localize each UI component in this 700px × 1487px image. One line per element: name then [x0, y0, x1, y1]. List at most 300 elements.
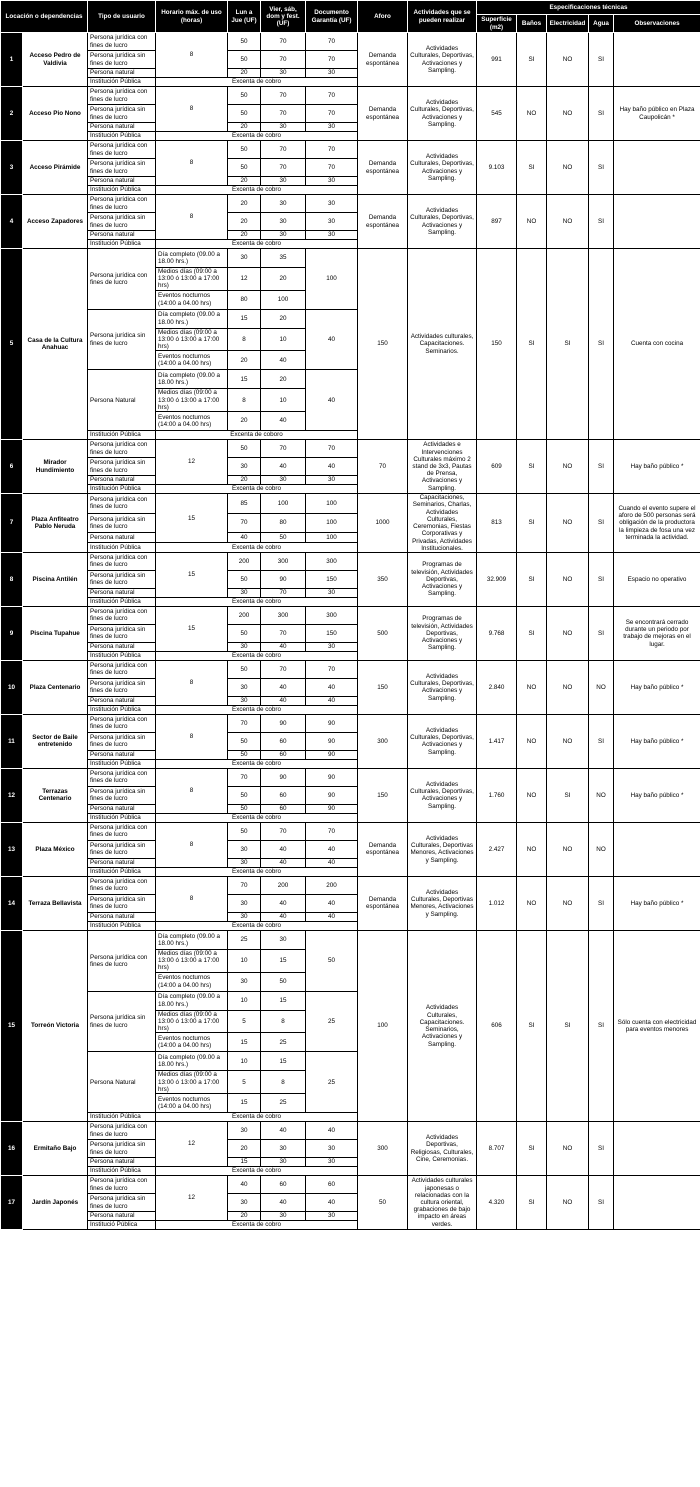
user-type: Persona jurídica sin fines de lucro [88, 105, 156, 123]
public-institution-label: Institución Pública [88, 705, 156, 714]
electricity: SI [547, 930, 589, 1121]
table-row [1, 660, 700, 678]
location-name: Plaza México [23, 822, 88, 876]
rate-fri-sun: 25 [261, 1033, 306, 1052]
capacity: Demanda espontánea [358, 195, 408, 249]
user-type: Persona jurídica sin fines de lucro [88, 458, 156, 476]
public-institution-label: Institución Pública [88, 240, 156, 249]
capacity: 300 [358, 1122, 408, 1176]
period-label: Medios días (09:00 a 13:00 ó 13:00 a 17:00 hrs) [156, 949, 228, 972]
public-institution-rate: Excenta de cobro [156, 921, 358, 930]
notes: Cuando el evento supere el aforo de 500 personas será obligación de la productora la limpieza de fosa una vez terminada la actividad. [614, 494, 700, 553]
guarantee-value: 100 [306, 513, 358, 533]
rate-fri-sun: 40 [261, 642, 306, 651]
activities: Actividades e Intervenciones Culturales máximo 2 stand de 3x3, Pautas de Prensa, Activaciones y Sampling. [408, 440, 477, 494]
rate-mon-thu: 50 [228, 660, 261, 678]
electricity: NO [547, 606, 589, 660]
public-institution-label: Institución Pública [88, 921, 156, 930]
water: NO [589, 822, 614, 876]
rate-mon-thu: 70 [228, 768, 261, 786]
rate-mon-thu: 50 [228, 105, 261, 123]
rate-fri-sun: 70 [261, 51, 306, 69]
guarantee-value: 70 [306, 660, 358, 678]
bathrooms: SI [517, 930, 547, 1121]
period-label: Medios días (09:00 a 13:00 ó 13:00 a 17:00 hrs) [156, 268, 228, 291]
rate-mon-thu: 50 [228, 141, 261, 159]
rate-fri-sun: 20 [261, 370, 306, 389]
row-number: 5 [1, 249, 23, 440]
row-number: 2 [1, 87, 23, 141]
electricity: SI [547, 249, 589, 440]
location-name: Piscina Tupahue [23, 606, 88, 660]
guarantee-value: 90 [306, 714, 358, 732]
activities: Actividades Culturales, Deportivas, Activaciones y Sampling. [408, 33, 477, 87]
period-label: Eventos nocturnos (14:00 a 04.00 hrs) [156, 290, 228, 309]
user-type: Persona jurídica sin fines de lucro [88, 786, 156, 804]
public-institution-rate: Excenta de cobro [156, 651, 358, 660]
guarantee-value: 70 [306, 159, 358, 177]
notes: Hay baño público * [614, 440, 700, 494]
rate-fri-sun: 15 [261, 991, 306, 1010]
table-row [1, 195, 700, 213]
guarantee-value: 70 [306, 51, 358, 69]
guarantee-value: 40 [306, 894, 358, 912]
rate-fri-sun: 70 [261, 105, 306, 123]
public-institution-label: Institución Pública [88, 1113, 156, 1122]
rate-mon-thu: 15 [228, 1158, 261, 1167]
rate-mon-thu: 50 [228, 440, 261, 458]
row-number: 7 [1, 494, 23, 553]
location-name: Torreón Victoria [23, 930, 88, 1121]
max-hours: 12 [156, 440, 228, 485]
notes: Hay baño público * [614, 660, 700, 714]
rate-fri-sun: 40 [261, 858, 306, 867]
period-label: Medios días (09:00 a 13:00 ó 13:00 a 17:00 hrs) [156, 1071, 228, 1094]
surface: 9.103 [477, 141, 517, 195]
guarantee-value: 70 [306, 822, 358, 840]
rate-mon-thu: 5 [228, 1071, 261, 1094]
user-type: Persona natural [88, 533, 156, 543]
table-body [1, 33, 700, 1230]
rate-fri-sun: 40 [261, 696, 306, 705]
header-user-type: Tipo de usuario [88, 1, 156, 33]
surface: 813 [477, 494, 517, 553]
max-hours: 8 [156, 660, 228, 705]
activities: Actividades Culturales, Deportivas, Activaciones y Sampling. [408, 660, 477, 714]
notes: Espacio no operativo [614, 552, 700, 606]
notes [614, 195, 700, 249]
rate-fri-sun: 200 [261, 876, 306, 894]
location-name: Plaza Anfiteatro Pablo Neruda [23, 494, 88, 553]
electricity: NO [547, 822, 589, 876]
row-number: 9 [1, 606, 23, 660]
public-institution-label: Institución Pública [88, 132, 156, 141]
rate-mon-thu: 30 [228, 249, 261, 268]
rate-mon-thu: 50 [228, 732, 261, 750]
table-row [1, 930, 700, 949]
water: SI [589, 494, 614, 553]
bathrooms: SI [517, 552, 547, 606]
rate-mon-thu: 200 [228, 552, 261, 570]
guarantee-value: 50 [306, 930, 358, 991]
capacity: 70 [358, 440, 408, 494]
user-type: Persona jurídica sin fines de lucro [88, 213, 156, 231]
activities: Actividades Culturales, Deportivas, Activaciones y Sampling. [408, 141, 477, 195]
user-type: Persona jurídica con fines de lucro [88, 249, 156, 310]
user-type: Persona jurídica con fines de lucro [88, 141, 156, 159]
rate-mon-thu: 30 [228, 894, 261, 912]
rate-mon-thu: 200 [228, 606, 261, 624]
rate-mon-thu: 20 [228, 123, 261, 132]
user-type: Persona jurídica con fines de lucro [88, 33, 156, 51]
user-type: Persona jurídica con fines de lucro [88, 606, 156, 624]
header-specs: Especificaciones técnicas [477, 1, 700, 15]
user-type: Persona natural [88, 123, 156, 132]
rate-mon-thu: 80 [228, 290, 261, 309]
user-type: Persona Natural [88, 1052, 156, 1113]
capacity: 150 [358, 768, 408, 822]
bathrooms: NO [517, 87, 547, 141]
notes [614, 822, 700, 876]
period-label: Eventos nocturnos (14:00 a 04.00 hrs) [156, 972, 228, 991]
rate-mon-thu: 8 [228, 328, 261, 351]
user-type: Persona jurídica sin fines de lucro [88, 570, 156, 588]
electricity: NO [547, 440, 589, 494]
rate-mon-thu: 20 [228, 69, 261, 78]
notes [614, 141, 700, 195]
location-name: Terrazas Centenario [23, 768, 88, 822]
rate-mon-thu: 20 [228, 195, 261, 213]
rate-fri-sun: 30 [261, 195, 306, 213]
notes: Se encontrará cerrado durante un periodo por trabajo de mejoras en el lugar. [614, 606, 700, 660]
row-number: 13 [1, 822, 23, 876]
rate-fri-sun: 40 [261, 840, 306, 858]
row-number: 8 [1, 552, 23, 606]
activities: Actividades Culturales, Deportivas, Activaciones y Sampling. [408, 768, 477, 822]
rate-fri-sun: 60 [261, 1176, 306, 1194]
notes [614, 1176, 700, 1230]
notes [614, 33, 700, 87]
rate-fri-sun: 70 [261, 141, 306, 159]
user-type: Persona natural [88, 1212, 156, 1221]
user-type: Persona jurídica con fines de lucro [88, 440, 156, 458]
rate-mon-thu: 20 [228, 1212, 261, 1221]
user-type: Persona jurídica con fines de lucro [88, 822, 156, 840]
user-type: Persona jurídica con fines de lucro [88, 552, 156, 570]
surface: 9.768 [477, 606, 517, 660]
period-label: Día completo (09.00 a 18.00 hrs.) [156, 991, 228, 1010]
table-row [1, 494, 700, 514]
water: SI [589, 552, 614, 606]
electricity: NO [547, 660, 589, 714]
public-institution-rate: Excenta de cobro [156, 240, 358, 249]
rate-fri-sun: 8 [261, 1071, 306, 1094]
rate-fri-sun: 10 [261, 389, 306, 412]
rate-fri-sun: 30 [261, 1212, 306, 1221]
guarantee-value: 100 [306, 494, 358, 514]
rate-fri-sun: 70 [261, 822, 306, 840]
rate-mon-thu: 20 [228, 231, 261, 240]
electricity: NO [547, 195, 589, 249]
location-name: Acceso Pedro de Valdivia [23, 33, 88, 87]
row-number: 17 [1, 1176, 23, 1230]
activities: Actividades Culturales, Deportivas, Activaciones y Sampling. [408, 714, 477, 768]
max-hours: 8 [156, 822, 228, 867]
rate-mon-thu: 70 [228, 714, 261, 732]
rate-fri-sun: 30 [261, 1158, 306, 1167]
surface: 150 [477, 249, 517, 440]
user-type: Persona jurídica con fines de lucro [88, 714, 156, 732]
rate-mon-thu: 30 [228, 972, 261, 991]
rate-fri-sun: 70 [261, 624, 306, 642]
rate-fri-sun: 30 [261, 123, 306, 132]
public-institution-rate: Excenta de cobro [156, 186, 358, 195]
water: SI [589, 1176, 614, 1230]
rate-mon-thu: 25 [228, 930, 261, 949]
user-type: Persona jurídica con fines de lucro [88, 876, 156, 894]
location-name: Terraza Bellavista [23, 876, 88, 930]
water: SI [589, 33, 614, 87]
capacity: Demanda espontánea [358, 87, 408, 141]
rate-fri-sun: 25 [261, 1094, 306, 1113]
water: SI [589, 1122, 614, 1176]
row-number: 4 [1, 195, 23, 249]
rate-mon-thu: 20 [228, 351, 261, 370]
bathrooms: NO [517, 876, 547, 930]
rate-fri-sun: 15 [261, 1052, 306, 1071]
location-name: Acceso Pirámide [23, 141, 88, 195]
guarantee-value: 40 [306, 309, 358, 370]
bathrooms: SI [517, 249, 547, 440]
rate-fri-sun: 70 [261, 660, 306, 678]
rate-mon-thu: 20 [228, 1140, 261, 1158]
rate-mon-thu: 50 [228, 33, 261, 51]
period-label: Eventos nocturnos (14:00 a 04.00 hrs) [156, 1094, 228, 1113]
max-hours: 12 [156, 1176, 228, 1221]
public-institution-rate: Excenta de cobro [156, 1167, 358, 1176]
period-label: Día completo (09.00 a 18.00 hrs.) [156, 930, 228, 949]
rate-mon-thu: 30 [228, 840, 261, 858]
rate-fri-sun: 30 [261, 231, 306, 240]
guarantee-value: 25 [306, 991, 358, 1052]
electricity: NO [547, 494, 589, 553]
table-row [1, 714, 700, 732]
location-name: Sector de Baile entretenido [23, 714, 88, 768]
period-label: Día completo (09.00 a 18.00 hrs.) [156, 370, 228, 389]
rate-mon-thu: 40 [228, 1176, 261, 1194]
electricity: NO [547, 87, 589, 141]
rate-fri-sun: 300 [261, 606, 306, 624]
guarantee-value: 40 [306, 1122, 358, 1140]
activities: Actividades Culturales, Deportivas, Activaciones y Sampling. [408, 87, 477, 141]
bathrooms: SI [517, 1176, 547, 1230]
public-institution-rate: Excenta de cobro [156, 485, 358, 494]
rate-fri-sun: 90 [261, 570, 306, 588]
guarantee-value: 70 [306, 440, 358, 458]
max-hours: 8 [156, 33, 228, 78]
capacity: 50 [358, 1176, 408, 1230]
rate-fri-sun: 40 [261, 1194, 306, 1212]
rate-mon-thu: 10 [228, 991, 261, 1010]
guarantee-value: 90 [306, 768, 358, 786]
rate-fri-sun: 20 [261, 268, 306, 291]
max-hours: 15 [156, 494, 228, 543]
rate-mon-thu: 20 [228, 412, 261, 431]
period-label: Eventos nocturnos (14:00 a 04.00 hrs) [156, 1033, 228, 1052]
rate-fri-sun: 60 [261, 804, 306, 813]
header-hours: Horario máx. de uso (horas) [156, 1, 228, 33]
period-label: Día completo (09.00 a 18.00 hrs.) [156, 1052, 228, 1071]
rate-mon-thu: 30 [228, 588, 261, 597]
table-row [1, 1176, 700, 1194]
header-electricity: Electricidad [547, 15, 589, 33]
user-type: Persona jurídica sin fines de lucro [88, 991, 156, 1052]
electricity: SI [547, 768, 589, 822]
rate-mon-thu: 20 [228, 476, 261, 485]
public-institution-rate: Excenta de cobro [156, 867, 358, 876]
rate-mon-thu: 40 [228, 533, 261, 543]
user-type: Persona natural [88, 476, 156, 485]
public-institution-rate: Excenta de cobro [156, 543, 358, 553]
header-bathrooms: Baños [517, 15, 547, 33]
rate-fri-sun: 70 [261, 588, 306, 597]
rate-mon-thu: 50 [228, 51, 261, 69]
user-type: Persona jurídica sin fines de lucro [88, 894, 156, 912]
surface: 1.417 [477, 714, 517, 768]
water: SI [589, 440, 614, 494]
user-type: Persona jurídica con fines de lucro [88, 768, 156, 786]
water: NO [589, 768, 614, 822]
guarantee-value: 300 [306, 552, 358, 570]
rate-mon-thu: 30 [228, 678, 261, 696]
bathrooms: SI [517, 606, 547, 660]
surface: 2.427 [477, 822, 517, 876]
notes [614, 1122, 700, 1176]
row-number: 12 [1, 768, 23, 822]
surface: 1.760 [477, 768, 517, 822]
public-institution-rate: Excenta de cobro [156, 759, 358, 768]
bathrooms: SI [517, 494, 547, 553]
rate-fri-sun: 30 [261, 177, 306, 186]
guarantee-value: 150 [306, 570, 358, 588]
public-institution-label: Institución Pública [88, 1167, 156, 1176]
rate-mon-thu: 15 [228, 1033, 261, 1052]
header-capacity: Aforo [358, 1, 408, 33]
user-type: Persona natural [88, 696, 156, 705]
water: SI [589, 87, 614, 141]
user-type: Persona Natural [88, 370, 156, 431]
guarantee-value: 40 [306, 858, 358, 867]
rate-mon-thu: 10 [228, 949, 261, 972]
rate-fri-sun: 90 [261, 768, 306, 786]
public-institution-rate: Excenta de cobro [156, 1113, 358, 1122]
period-label: Eventos nocturnos (14:00 a 04.00 hrs) [156, 351, 228, 370]
user-type: Persona jurídica sin fines de lucro [88, 840, 156, 858]
guarantee-value: 30 [306, 213, 358, 231]
bathrooms: NO [517, 660, 547, 714]
electricity: NO [547, 1176, 589, 1230]
rate-fri-sun: 40 [261, 678, 306, 696]
user-type: Persona natural [88, 69, 156, 78]
water: SI [589, 249, 614, 440]
user-type: Persona jurídica sin fines de lucro [88, 1140, 156, 1158]
user-type: Persona jurídica sin fines de lucro [88, 678, 156, 696]
guarantee-value: 30 [306, 231, 358, 240]
guarantee-value: 70 [306, 141, 358, 159]
guarantee-value: 150 [306, 624, 358, 642]
rate-fri-sun: 8 [261, 1010, 306, 1033]
guarantee-value: 30 [306, 642, 358, 651]
rate-fri-sun: 30 [261, 476, 306, 485]
rate-fri-sun: 90 [261, 714, 306, 732]
capacity: 150 [358, 249, 408, 440]
rate-fri-sun: 70 [261, 33, 306, 51]
table-row [1, 606, 700, 624]
rate-fri-sun: 60 [261, 786, 306, 804]
user-type: Persona natural [88, 750, 156, 759]
capacity: 1000 [358, 494, 408, 553]
rate-fri-sun: 20 [261, 309, 306, 328]
location-name: Ermitaño Bajo [23, 1122, 88, 1176]
rate-mon-thu: 12 [228, 268, 261, 291]
water: SI [589, 141, 614, 195]
surface: 897 [477, 195, 517, 249]
surface: 2.840 [477, 660, 517, 714]
table-row [1, 552, 700, 570]
header-guarantee: Documento Garantía (UF) [306, 1, 358, 33]
activities: Actividades Culturales, Deportivas, Activaciones y Sampling. [408, 195, 477, 249]
rate-fri-sun: 40 [261, 1122, 306, 1140]
guarantee-value: 70 [306, 87, 358, 105]
header-fri-sun: Vier, sáb, dom y fest. (UF) [261, 1, 306, 33]
electricity: NO [547, 141, 589, 195]
header-mon-thu: Lun a Jue (UF) [228, 1, 261, 33]
table-row [1, 822, 700, 840]
location-name: Mirador Hundimiento [23, 440, 88, 494]
row-number: 6 [1, 440, 23, 494]
public-institution-rate: Excenta de cobro [156, 705, 358, 714]
location-name: Jardín Japonés [23, 1176, 88, 1230]
rate-fri-sun: 10 [261, 328, 306, 351]
header-activities: Actividades que se pueden realizar [408, 1, 477, 33]
rate-fri-sun: 40 [261, 894, 306, 912]
guarantee-value: 30 [306, 195, 358, 213]
public-institution-label: Institución Pública [88, 597, 156, 606]
activities: Capacitaciones, Seminarios, Charlas, Actividades Culturales, Ceremonias, Fiestas Corporativas y Privadas, Actividades Institucionales. [408, 494, 477, 553]
rate-mon-thu: 50 [228, 786, 261, 804]
location-name: Plaza Centenario [23, 660, 88, 714]
period-label: Medios días (09:00 a 13:00 ó 13:00 a 17:00 hrs) [156, 389, 228, 412]
notes: Cuenta con cocina [614, 249, 700, 440]
row-number: 16 [1, 1122, 23, 1176]
rate-mon-thu: 15 [228, 309, 261, 328]
rate-mon-thu: 50 [228, 750, 261, 759]
table-row [1, 141, 700, 159]
header-surface: Superficie (m2) [477, 15, 517, 33]
rate-mon-thu: 30 [228, 696, 261, 705]
row-number: 15 [1, 930, 23, 1121]
rate-mon-thu: 5 [228, 1010, 261, 1033]
row-number: 10 [1, 660, 23, 714]
surface: 4.320 [477, 1176, 517, 1230]
user-type: Persona jurídica con fines de lucro [88, 930, 156, 991]
electricity: NO [547, 1122, 589, 1176]
rate-fri-sun: 60 [261, 750, 306, 759]
rate-fri-sun: 70 [261, 440, 306, 458]
period-label: Día completo (09.00 a 18.00 hrs.) [156, 309, 228, 328]
surface: 545 [477, 87, 517, 141]
notes: Hay baño público * [614, 714, 700, 768]
